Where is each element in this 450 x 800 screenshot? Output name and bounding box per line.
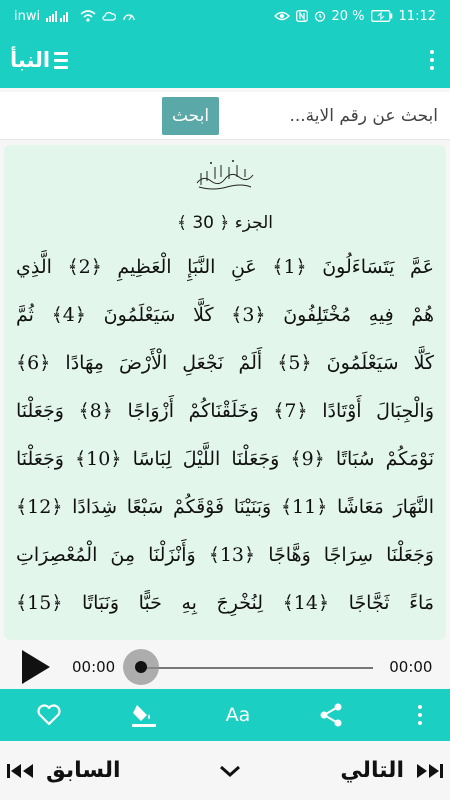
battery-percent: 20 % <box>331 8 365 24</box>
total-time: 00:00 <box>389 658 433 676</box>
verse-line: وَالْجِبَالَ أَوْتَادًا ﴿7﴾ وَخَلَقْنَاكُمْ أَزْوَاجًا ﴿8﴾ وَجَعَلْنَا <box>16 400 434 423</box>
next-button[interactable] <box>340 758 444 783</box>
verse-line: نَوْمَكُمْ سُبَاتًا ﴿9﴾ وَجَعَلْنَا اللَّيْلَ لِبَاسًا ﴿10﴾ وَجَعَلْنَا <box>16 448 434 471</box>
play-icon[interactable] <box>22 650 50 684</box>
verses-text <box>4 237 446 627</box>
share-icon <box>318 702 344 728</box>
theme-color-button[interactable] <box>130 701 158 729</box>
audio-player <box>0 645 450 689</box>
font-size-label: Aa <box>225 704 251 726</box>
heart-icon <box>36 703 62 727</box>
search-input[interactable] <box>219 96 440 136</box>
speed-icon <box>122 10 136 22</box>
basmala-logo <box>4 157 446 194</box>
app-title-group[interactable] <box>10 48 68 72</box>
carrier-label: inwi <box>14 8 41 24</box>
cloud-icon <box>102 10 116 22</box>
search-bar <box>0 92 450 140</box>
status-right <box>274 9 437 24</box>
expand-button[interactable] <box>218 763 242 779</box>
action-toolbar <box>0 689 450 741</box>
eye-icon <box>274 10 290 22</box>
nfc-icon <box>296 10 308 22</box>
status-bar <box>0 0 450 32</box>
signal-icon <box>46 10 74 22</box>
next-label: التالي <box>340 758 404 783</box>
app-bar <box>0 32 450 88</box>
verse-line: مَاءً ثَجَّاجًا ﴿14﴾ لِنُخْرِجَ بِهِ حَبًّا وَنَبَاتًا ﴿15﴾ <box>16 592 434 615</box>
basmala-calligraphy <box>193 157 257 191</box>
seek-track <box>141 667 373 669</box>
seek-slider[interactable] <box>127 647 373 687</box>
toolbar-overflow-icon[interactable] <box>412 705 428 725</box>
previous-button[interactable] <box>6 758 121 783</box>
font-size-button[interactable] <box>226 704 251 726</box>
skip-previous-icon <box>6 762 36 780</box>
paint-bucket-icon <box>130 701 158 729</box>
current-time: 00:00 <box>72 658 116 676</box>
navigation-bar <box>0 741 450 800</box>
search-button[interactable]: ابحث <box>162 97 219 135</box>
alarm-icon <box>314 10 326 22</box>
verse-card <box>4 145 446 640</box>
skip-next-icon <box>414 762 444 780</box>
verse-line: عَمَّ يَتَسَاءَلُونَ ﴿1﴾ عَنِ النَّبَإِ الْعَظِيمِ ﴿2﴾ الَّذِي <box>16 256 434 279</box>
verse-line: كَلَّا سَيَعْلَمُونَ ﴿5﴾ أَلَمْ نَجْعَلِ الْأَرْضَ مِهَادًا ﴿6﴾ <box>16 352 434 375</box>
menu-icon[interactable] <box>54 52 68 69</box>
share-button[interactable] <box>318 702 344 728</box>
page-title: النبأ <box>10 48 51 72</box>
verse-line: النَّهَارَ مَعَاشًا ﴿11﴾ وَبَنَيْنَا فَوْقَكُمْ سَبْعًا شِدَادًا ﴿12﴾ <box>16 496 434 519</box>
favorite-button[interactable] <box>36 703 62 727</box>
juz-label: الجزء ﴿ 30 ﴾ <box>176 213 274 234</box>
previous-label: السابق <box>46 758 121 783</box>
status-left <box>14 9 136 24</box>
wifi-icon <box>80 10 96 22</box>
verse-line: وَجَعَلْنَا سِرَاجًا وَهَّاجًا ﴿13﴾ وَأَنْزَلْنَا مِنَ الْمُعْصِرَاتِ <box>16 544 434 567</box>
battery-icon <box>371 10 393 22</box>
chevron-down-icon <box>218 763 242 779</box>
clock: 11:12 <box>398 8 436 24</box>
verse-line: هُمْ فِيهِ مُخْتَلِفُونَ ﴿3﴾ كَلَّا سَيَعْلَمُونَ ﴿4﴾ ثُمَّ <box>16 304 434 327</box>
overflow-menu-icon[interactable] <box>424 50 440 70</box>
